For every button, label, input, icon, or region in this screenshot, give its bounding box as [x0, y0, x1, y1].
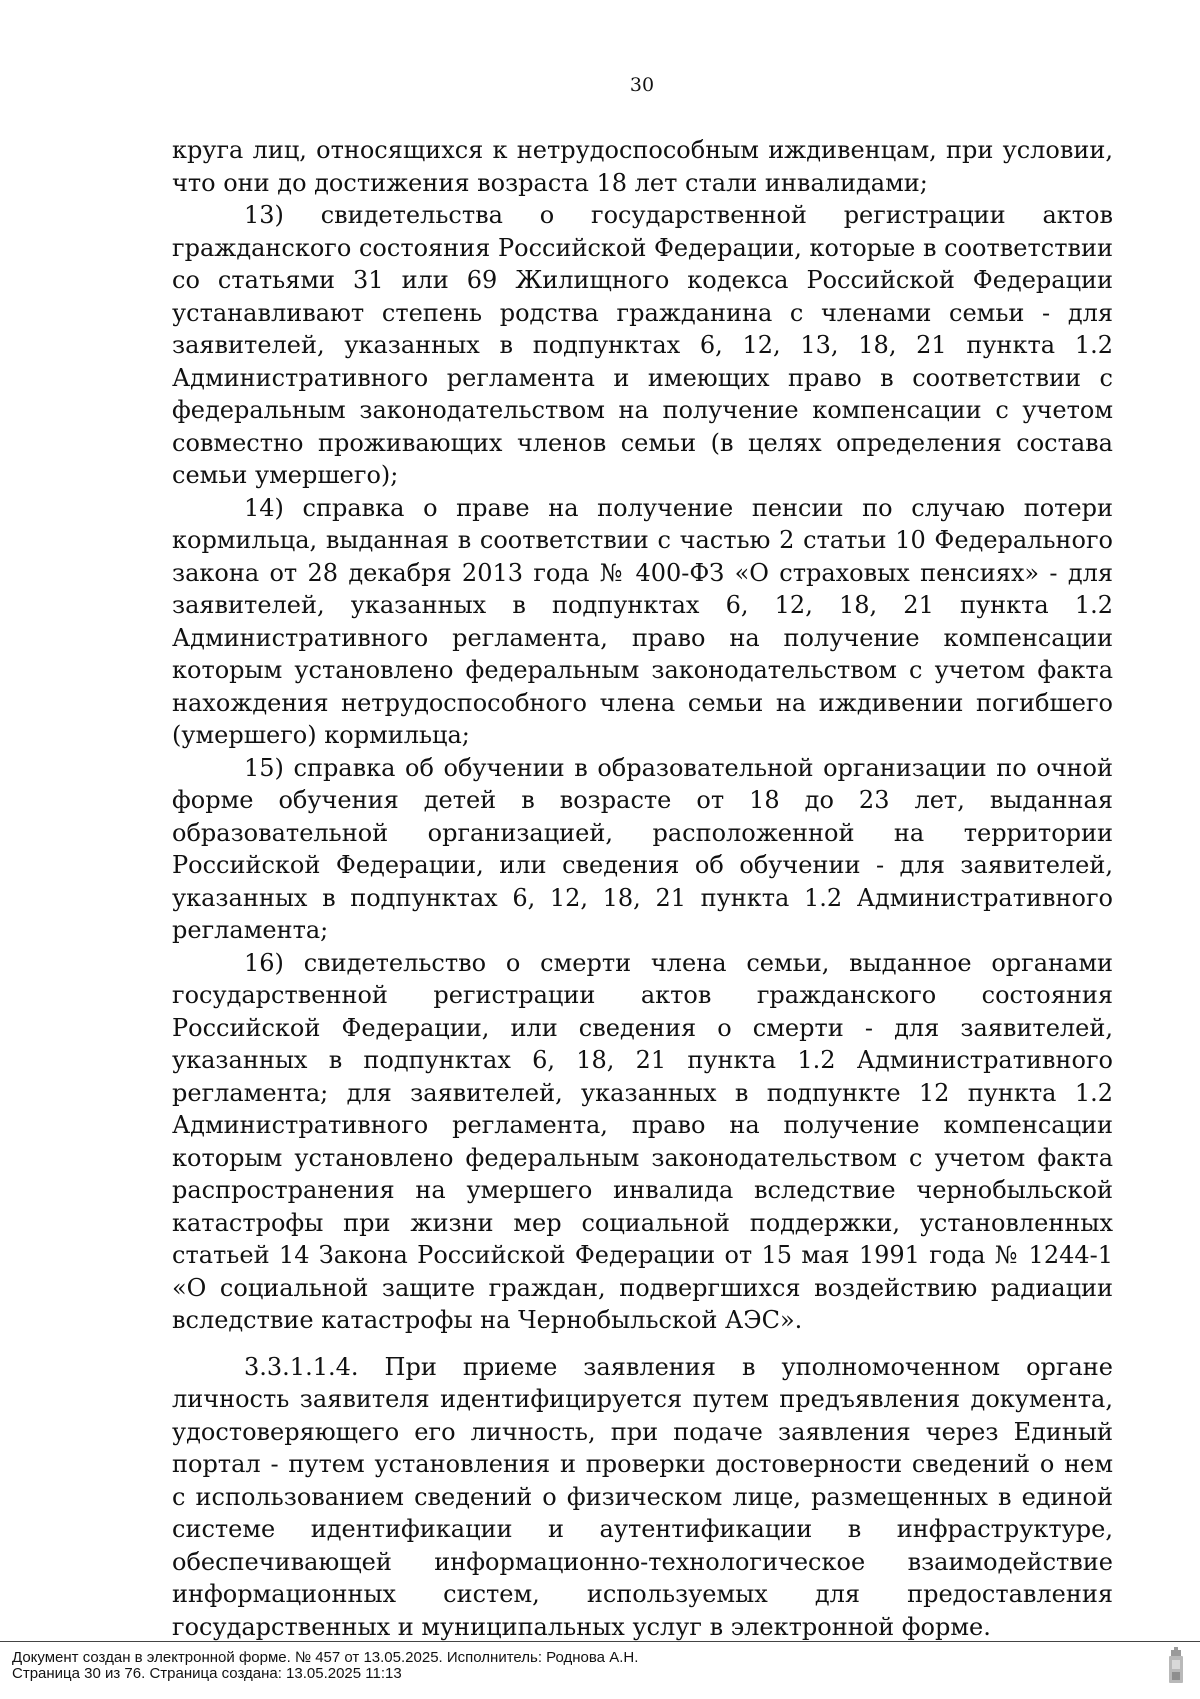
document-body	[172, 134, 1113, 1643]
paragraph-item-15: 15) справка об обучении в образовательной организации по очной форме обучения детей в возрасте от 18 до 23 лет, выданная образовательной организацией, расположенной на территории Российской Федерации, или сведения об обучении - для заявителей, указанных в подпунктах 6, 12, 18, 21 пункта 1.2 Административного регламента;	[172, 753, 1113, 944]
footer-line-document: Документ создан в электронной форме. № 457 от 13.05.2025. Исполнитель: Роднова А.Н.	[12, 1649, 639, 1666]
paragraph-item-13: 13) свидетельства о государственной регистрации актов гражданского состояния Российской Федерации, которые в соответствии со статьями 31 или 69 Жилищного кодекса Российской Федерации устанавливают степень родства гражданина с членами семьи - для заявителей, указанных в подпунктах 6, 12, 13, 18, 21 пункта 1.2 Административного регламента и имеющих право в соответствии с федеральным законодательством на получение компенсации с учетом совместно проживающих членов семьи (в целях определения состава семьи умершего);	[172, 201, 1113, 489]
paragraph-3-3-1-1-4: 3.3.1.1.4. При приеме заявления в уполномоченном органе личность заявителя идентифицируется путем предъявления документа, удостоверяющего его личность, при подаче заявления через Единый портал - путем установления и проверки достоверности сведений о нем с использованием сведений о физическом лице, размещенных в единой системе идентификации и аутентификации в инфраструктуре, обеспечивающей информационно-технологическое взаимодействие информационных систем, используемых для предоставления государственных и муниципальных услуг в электронной форме.	[172, 1352, 1113, 1641]
footer-line-page: Страница 30 из 76. Страница создана: 13.05.2025 11:13	[12, 1665, 402, 1682]
footer-text	[12, 1650, 638, 1682]
paragraph-item-16: 16) свидетельство о смерти члена семьи, выданное органами государственной регистрации актов гражданского состояния Российской Федерации, или сведения о смерти - для заявителей, указанных в подпунктах 6, 18, 21 пункта 1.2 Административного регламента; для заявителей, указанных в подпункте 12 пункта 1.2 Административного регламента, право на получение компенсации которым установлено федеральным законодательством с учетом факта распространения на умершего инвалида вследствие чернобыльской катастрофы при жизни мер социальной поддержки, установленных статьей 14 Закона Российской Федерации от 15 мая 1991 года № 1244-1 «О социальной защите граждан, подвергшихся воздействию радиации вследствие катастрофы на Чернобыльской АЭС».	[172, 948, 1113, 1334]
paragraph-continuation: круга лиц, относящихся к нетрудоспособным иждивенцам, при условии, что они до достижения возраста 18 лет стали инвалидами;	[172, 136, 1113, 197]
document-footer	[0, 1641, 1200, 1699]
page-number: 30	[629, 74, 655, 96]
coat-of-arms-icon	[1166, 1647, 1186, 1687]
paragraph-item-14: 14) справка о праве на получение пенсии по случаю потери кормильца, выданная в соответствии с частью 2 статьи 10 Федерального закона от 28 декабря 2013 года № 400-ФЗ «О страховых пенсиях» - для заявителей, указанных в подпунктах 6, 12, 18, 21 пункта 1.2 Административного регламента, право на получение компенсации которым установлено федеральным законодательством с учетом факта нахождения нетрудоспособного члена семьи на иждивении погибшего (умершего) кормильца;	[172, 493, 1113, 749]
